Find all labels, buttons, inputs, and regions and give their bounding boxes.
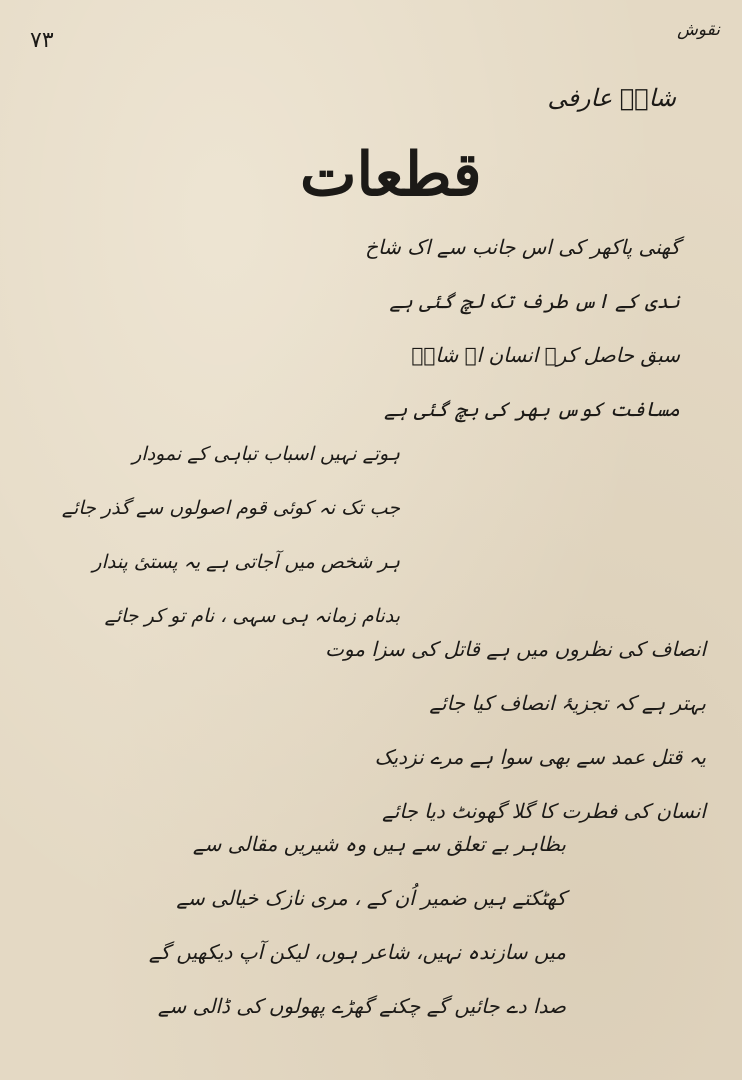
verse-line: یہ قتل عمد سے بھی سوا ہے مرے نزدیک [374,745,706,769]
author-name: شادؔ عارفی [547,84,676,112]
stanza-1 [340,220,680,436]
running-head: نقوش [677,20,720,40]
verse-line: انصاف کی نظروں میں ہے قاتل کی سزا موت [325,637,706,661]
verse-line: ندی کے اس طرف تک لچ گئی ہے [389,289,680,313]
verse-line: ہوتے نہیں اسباب تباہی کے نمودار [132,443,400,465]
verse-line: مسافت کوس بھر کی بچ گئی ہے [384,397,680,421]
verse-line: بظاہر بے تعلق سے ہیں وہ شیریں مقالی سے [192,832,566,856]
section-title: قطعات [300,140,482,210]
verse-line: کھٹکتے ہیں ضمیر اُن کے ، مری نازک خیالی سے [176,886,566,910]
stanza-3 [325,622,706,838]
verse-line: بہتر ہے کہ تجزیۂ انصاف کیا جائے [429,691,706,715]
verse-line: انسان کی فطرت کا گلا گھونٹ دیا جائے [382,799,706,823]
verse-line: جب تک نہ کوئی قوم اصولوں سے گذر جائے [61,497,400,519]
stanza-4 [148,817,566,1033]
verse-line: بدنام زمانہ ہی سہی ، نام تو کر جائے [104,605,400,627]
verse-line: میں سازندہ نہیں، شاعر ہوں، لیکن آپ دیکھیں گے [148,940,566,964]
stanza-2 [61,427,400,643]
verse-line: صدا دے جائیں گے چکنے گھڑے پھولوں کی ڈالی سے [157,994,566,1018]
verse-line: گھنی پاکھر کی اس جانب سے اک شاخ [365,235,680,259]
page-number: ۷۳ [30,28,54,53]
verse-line: سبق حاصل کرے انسان اے شادؔ [411,343,680,367]
verse-line: ہر شخص میں آجاتی ہے یہ پستیٔ پندار [92,551,400,573]
